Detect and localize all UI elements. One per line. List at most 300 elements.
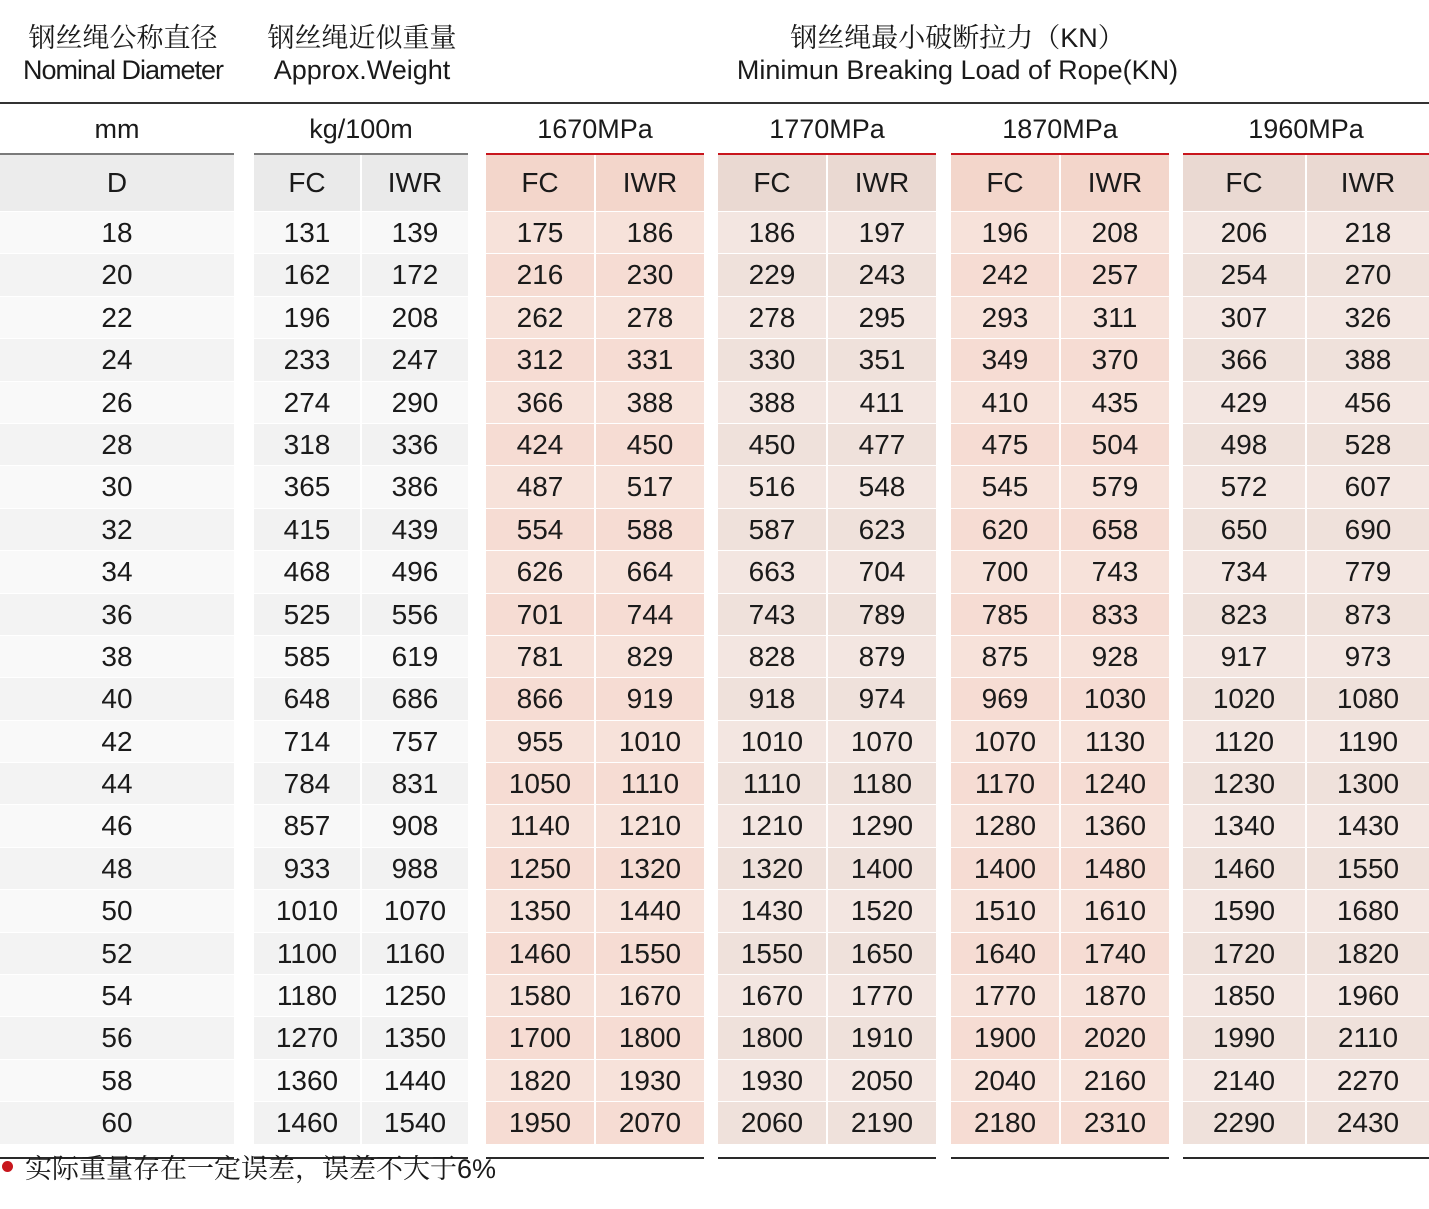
table-row [254,296,468,338]
table-row [254,550,468,592]
table-cell: 650 [1183,509,1305,550]
table-cell: 648 [254,678,360,719]
table-row [718,677,936,719]
table-cell: 1010 [594,721,704,762]
table-row [951,677,1169,719]
column-grid-g0 [486,155,704,1144]
table-cell: 969 [951,678,1059,719]
subheader-row [951,155,1169,211]
column-grid-g2 [951,155,1169,1144]
table-row [1183,211,1429,253]
table-row [486,762,704,804]
table-bottom-rule [1183,1157,1429,1159]
table-cell: 873 [1305,594,1429,635]
column-grid-weight [254,155,468,1144]
table-cell: 607 [1305,466,1429,507]
table-cell: 196 [254,297,360,338]
table-row [951,593,1169,635]
table-cell: 785 [951,594,1059,635]
table-cell: 370 [1059,339,1169,380]
table-cell: 450 [594,424,704,465]
table-cell: 1670 [718,975,826,1016]
table-row [718,593,936,635]
table-row [1183,635,1429,677]
table-cell: 2060 [718,1102,826,1143]
table-cell: 2160 [1059,1060,1169,1101]
table-row [718,720,936,762]
table-cell: 242 [951,254,1059,295]
table-row [0,720,234,762]
table-cell: 1960 [1305,975,1429,1016]
table-cell: 1680 [1305,890,1429,931]
table-cell: 1280 [951,805,1059,846]
table-cell: 525 [254,594,360,635]
table-cell: 172 [360,254,468,295]
table-cell: 439 [360,509,468,550]
table-cell: 1320 [594,848,704,889]
table-row [0,635,234,677]
table-row [0,1059,234,1101]
table-cell: 857 [254,805,360,846]
table-cell: 307 [1183,297,1305,338]
load-header [486,22,1429,86]
table-cell: 1210 [594,805,704,846]
table-cell: 572 [1183,466,1305,507]
table-row [0,889,234,931]
table-row [718,635,936,677]
table-cell: 1520 [826,890,936,931]
table-cell: 701 [486,594,594,635]
table-cell: 714 [254,721,360,762]
load-header-cn: 钢丝绳最小破断拉力（KN） [790,23,1125,53]
table-cell: 1590 [1183,890,1305,931]
table-cell: 186 [594,212,704,253]
table-cell: 620 [951,509,1059,550]
table-row [718,932,936,974]
table-cell: 254 [1183,254,1305,295]
table-row [0,1016,234,1058]
footnote-text: 实际重量存在一定误差，误差不大于6% [25,1153,497,1184]
table-cell: 1770 [826,975,936,1016]
table-cell: 1050 [486,763,594,804]
table-row [718,1016,936,1058]
table-cell: 1360 [254,1060,360,1101]
table-cell: 295 [826,297,936,338]
column-grid-diam [0,155,234,1144]
table-row [254,804,468,846]
unit-label-weight: kg/100m [309,114,413,144]
table-row [951,508,1169,550]
table-cell: 1360 [1059,805,1169,846]
unit-label-g1: 1770MPa [769,114,885,144]
table-cell: 456 [1305,382,1429,423]
table-cell: 1850 [1183,975,1305,1016]
table-cell: 866 [486,678,594,719]
table-cell: 18 [0,212,234,253]
table-cell: 318 [254,424,360,465]
table-row [486,932,704,974]
table-cell: 36 [0,594,234,635]
table-row [0,253,234,295]
table-cell: 50 [0,890,234,931]
table-bottom-rule [486,1157,704,1159]
table-cell: 58 [0,1060,234,1101]
table-row [254,974,468,1016]
table-row [718,253,936,295]
table-row [951,423,1169,465]
table-cell: 48 [0,848,234,889]
table-cell: 1190 [1305,721,1429,762]
table-cell: 206 [1183,212,1305,253]
table-row [486,635,704,677]
table-row [951,253,1169,295]
table-row [1183,423,1429,465]
table-row [951,889,1169,931]
table-cell: 386 [360,466,468,507]
table-row [254,253,468,295]
column-group-g0 [486,104,704,1139]
table-cell: 278 [718,297,826,338]
table-cell: 690 [1305,509,1429,550]
table-row [0,762,234,804]
table-cell: 831 [360,763,468,804]
table-cell: 2430 [1305,1102,1429,1143]
table-cell: 1440 [360,1060,468,1101]
table-bottom-rule [718,1157,936,1159]
table-cell: 262 [486,297,594,338]
table-row [254,889,468,931]
table-row [486,593,704,635]
table-cell: 779 [1305,551,1429,592]
table-cell: 38 [0,636,234,677]
table-cell: 1170 [951,763,1059,804]
diameter-header [0,22,246,86]
table-row [254,593,468,635]
table-cell: 1900 [951,1017,1059,1058]
table-cell: 139 [360,212,468,253]
table-row [254,932,468,974]
table-row [1183,338,1429,380]
table-cell: 1700 [486,1017,594,1058]
table-row [718,465,936,507]
table-cell: 1070 [360,890,468,931]
table-cell: 1210 [718,805,826,846]
table-cell: 1070 [951,721,1059,762]
subheader-d: D [0,155,234,211]
table-row [486,550,704,592]
table-cell: 186 [718,212,826,253]
column-group-g3 [1183,104,1429,1139]
table-cell: 1430 [718,890,826,931]
table-row [486,889,704,931]
table-cell: 1160 [360,933,468,974]
subheader-row [1183,155,1429,211]
table-row [951,338,1169,380]
table-row [1183,465,1429,507]
table-cell: 30 [0,466,234,507]
weight-header-cn: 钢丝绳近似重量 [267,23,457,53]
table-row [718,762,936,804]
table-cell: 1110 [718,763,826,804]
table-row [718,550,936,592]
table-cell: 1950 [486,1102,594,1143]
table-cell: 829 [594,636,704,677]
column-grid-g3 [1183,155,1429,1144]
table-row [951,932,1169,974]
table-cell: 1640 [951,933,1059,974]
table-cell: 554 [486,509,594,550]
table-cell: 175 [486,212,594,253]
subheader-row [486,155,704,211]
table-row [486,804,704,846]
table-cell: 388 [1305,339,1429,380]
subheader-row [254,155,468,211]
table-row [254,1101,468,1143]
table-row [718,889,936,931]
table-cell: 743 [718,594,826,635]
table-row [951,974,1169,1016]
table-row [0,847,234,889]
table-row [951,211,1169,253]
table-cell: 548 [826,466,936,507]
table-row [1183,593,1429,635]
table-cell: 686 [360,678,468,719]
table-cell: 229 [718,254,826,295]
table-row [951,1059,1169,1101]
table-cell: 556 [360,594,468,635]
table-cell: 1070 [826,721,936,762]
table-cell: 196 [951,212,1059,253]
table-row [718,847,936,889]
table-cell: 626 [486,551,594,592]
bullet-dot-icon [2,1161,13,1172]
table-cell: 2040 [951,1060,1059,1101]
table-cell: 1990 [1183,1017,1305,1058]
table-row [486,974,704,1016]
table-row [1183,1101,1429,1143]
table-cell: 588 [594,509,704,550]
table-row [718,508,936,550]
table-row [254,465,468,507]
table-cell: 619 [360,636,468,677]
table-row [0,465,234,507]
table-row [1183,1059,1429,1101]
table-row [0,593,234,635]
table-cell: 1460 [254,1102,360,1143]
table-row [486,465,704,507]
table-cell: 477 [826,424,936,465]
table-row [486,677,704,719]
table-cell: 781 [486,636,594,677]
table-row [486,1016,704,1058]
table-row [718,211,936,253]
table-row [254,1059,468,1101]
table-cell: 216 [486,254,594,295]
table-row [951,1016,1169,1058]
table-cell: 349 [951,339,1059,380]
table-cell: 1320 [718,848,826,889]
table-cell: 330 [718,339,826,380]
table-cell: 823 [1183,594,1305,635]
table-cell: 585 [254,636,360,677]
table-row [1183,720,1429,762]
table-cell: 784 [254,763,360,804]
table-row [486,1059,704,1101]
table-cell: 918 [718,678,826,719]
table-cell: 504 [1059,424,1169,465]
table-cell: 833 [1059,594,1169,635]
table-cell: 1460 [1183,848,1305,889]
table-row [951,381,1169,423]
diameter-header-en: Nominal Diameter [22,55,224,85]
table-cell: 20 [0,254,234,295]
table-cell: 908 [360,805,468,846]
table-cell: 415 [254,509,360,550]
table-row [486,296,704,338]
table-cell: 52 [0,933,234,974]
table-cell: 351 [826,339,936,380]
table-cell: 658 [1059,509,1169,550]
load-header-en: Minimun Breaking Load of Rope(KN) [736,55,1179,85]
table-row [1183,550,1429,592]
table-row [951,550,1169,592]
table-cell: 450 [718,424,826,465]
table-cell: 1250 [360,975,468,1016]
table-row [0,296,234,338]
table-row [718,974,936,1016]
table-cell: 587 [718,509,826,550]
table-cell: 1550 [594,933,704,974]
table-row [486,1101,704,1143]
table-row [0,508,234,550]
table-row [718,296,936,338]
table-cell: 974 [826,678,936,719]
table-cell: 44 [0,763,234,804]
subheader-fc: FC [486,155,594,211]
table-cell: 365 [254,466,360,507]
table-cell: 700 [951,551,1059,592]
table-cell: 933 [254,848,360,889]
table-cell: 274 [254,382,360,423]
table-cell: 1120 [1183,721,1305,762]
table-cell: 1480 [1059,848,1169,889]
table-cell: 1400 [951,848,1059,889]
table-row [0,1101,234,1143]
table-row [718,804,936,846]
table-row [951,296,1169,338]
table-row [951,465,1169,507]
subheader-iwr: IWR [594,155,704,211]
table-row [486,508,704,550]
table-cell: 1540 [360,1102,468,1143]
subheader-fc: FC [951,155,1059,211]
table-cell: 243 [826,254,936,295]
table-cell: 435 [1059,382,1169,423]
table-row [951,635,1169,677]
table-row [254,381,468,423]
table-row [1183,253,1429,295]
table-row [486,253,704,295]
table-cell: 26 [0,382,234,423]
table-cell: 704 [826,551,936,592]
subheader-iwr: IWR [826,155,936,211]
subheader-fc: FC [254,155,360,211]
table-row [718,1059,936,1101]
table-cell: 1720 [1183,933,1305,974]
table-cell: 54 [0,975,234,1016]
subheader-row [718,155,936,211]
table-cell: 1010 [718,721,826,762]
column-group-g1 [718,104,936,1139]
table-cell: 2190 [826,1102,936,1143]
table-row [254,847,468,889]
table-cell: 1670 [594,975,704,1016]
table-row [1183,381,1429,423]
table-row [486,381,704,423]
table-cell: 32 [0,509,234,550]
table-cell: 290 [360,382,468,423]
table-cell: 60 [0,1102,234,1143]
footnote [0,1148,496,1184]
subheader-iwr: IWR [360,155,468,211]
table-row [1183,677,1429,719]
table-row [254,635,468,677]
table-cell: 1740 [1059,933,1169,974]
table-cell: 919 [594,678,704,719]
table-cell: 1010 [254,890,360,931]
table-row [0,381,234,423]
table-cell: 1180 [254,975,360,1016]
table-row [718,381,936,423]
table-row [486,720,704,762]
table-cell: 429 [1183,382,1305,423]
table-row [951,1101,1169,1143]
table-cell: 2270 [1305,1060,1429,1101]
table-cell: 1290 [826,805,936,846]
table-cell: 1350 [360,1017,468,1058]
table-row [0,932,234,974]
table-cell: 56 [0,1017,234,1058]
table-cell: 545 [951,466,1059,507]
table-cell: 388 [718,382,826,423]
table-row [1183,974,1429,1016]
table-cell: 988 [360,848,468,889]
table-cell: 973 [1305,636,1429,677]
table-cell: 1550 [1305,848,1429,889]
table-cell: 1110 [594,763,704,804]
table-row [0,677,234,719]
table-cell: 162 [254,254,360,295]
table-cell: 42 [0,721,234,762]
table-cell: 46 [0,805,234,846]
table-cell: 917 [1183,636,1305,677]
table-row [1183,932,1429,974]
table-cell: 366 [486,382,594,423]
table-row [486,847,704,889]
table-row [951,762,1169,804]
table-row [951,804,1169,846]
weight-header [246,22,478,86]
column-group-diam [0,104,234,1139]
table-cell: 664 [594,551,704,592]
table-row [254,1016,468,1058]
table-row [1183,296,1429,338]
table-cell: 2290 [1183,1102,1305,1143]
table-cell: 1870 [1059,975,1169,1016]
table-row [1183,762,1429,804]
table-cell: 743 [1059,551,1169,592]
table-cell: 366 [1183,339,1305,380]
